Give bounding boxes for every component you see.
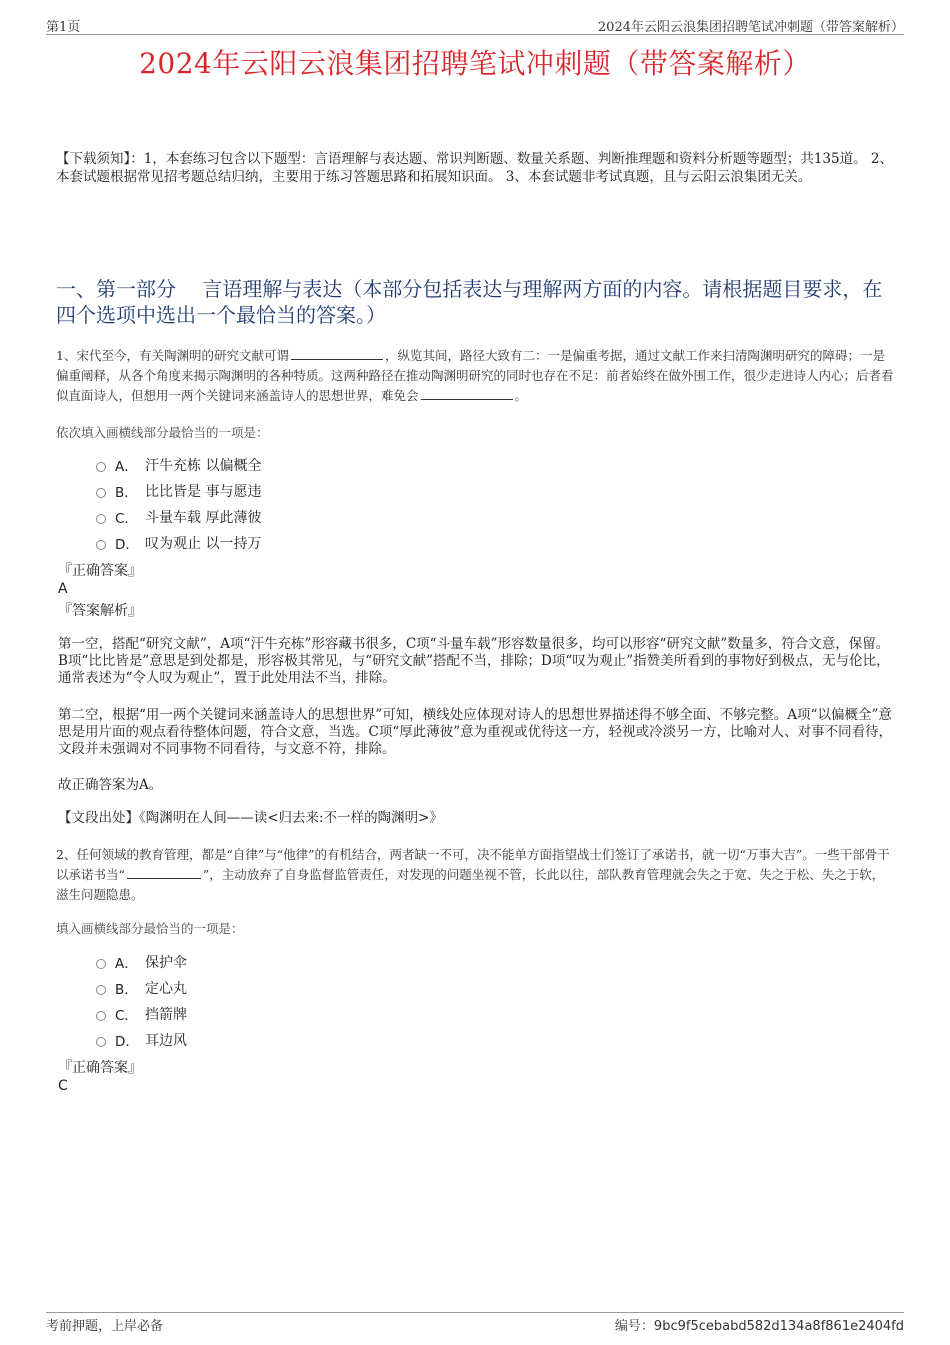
fill-blank <box>291 347 383 360</box>
question-1-stem-part2: ，纵览其间，路径大致有二：一是偏重考据，通过文献工作来扫清陶渊明研究的障碍；一是偏重阐释，从各个角度来揭示陶渊明的各种特质。这两种路径在推动陶渊明研究的同时也存在不足：前者始终在做外围工作，很少走进诗人内心；后者看似直面诗人，但想用一两个关键词来涵盖诗人的思想世界，难免会 <box>56 348 894 403</box>
question-1-stem-part3: 。 <box>514 388 528 403</box>
question-2-options <box>96 949 187 1053</box>
radio-icon[interactable] <box>96 514 106 524</box>
analysis-label: 『答案解析』 <box>58 603 142 619</box>
option-letter: A． <box>115 459 138 475</box>
option-c[interactable] <box>96 1001 187 1027</box>
option-letter: A． <box>115 956 138 972</box>
option-d[interactable] <box>96 530 261 556</box>
option-letter: D． <box>115 537 139 553</box>
option-d[interactable] <box>96 1027 187 1053</box>
option-letter: B． <box>115 982 138 998</box>
document-id: 编号：9bc9f5cebabd582d134a8f861e2404fd <box>614 1319 904 1334</box>
option-a[interactable] <box>96 949 187 975</box>
source-citation: 【文段出处】《陶渊明在人间——读<归去来:不一样的陶渊明>》 <box>58 810 443 826</box>
correct-answer: C <box>58 1078 68 1094</box>
analysis-paragraph-1: 第一空，搭配“研究文献”，A项“汗牛充栋”形容藏书很多，C项“斗量车载”形容数量很多，均可以形容“研究文献”数量多，符合文意，保留。B项“比比皆是”意思是到处都是，形容极其常见，与“研究文献”搭配不当，排除；D项“叹为观止”指赞美所看到的事物好到极点，无与伦比，通常表述为“令人叹为观止”，置于此处用法不当，排除。 <box>58 636 890 686</box>
correct-answer-label: 『正确答案』 <box>58 1060 142 1076</box>
option-a[interactable] <box>96 452 261 478</box>
page-number: 第1页 <box>46 20 81 35</box>
option-b[interactable] <box>96 478 261 504</box>
correct-answer: A <box>58 581 68 597</box>
radio-icon[interactable] <box>96 462 106 472</box>
question-1-options <box>96 452 261 556</box>
fill-blank <box>127 866 201 879</box>
question-2-stem-part2: ”，主动放弃了自身监督监管责任，对发现的问题坐视不管，长此以往，部队教育管理就会失之于宽、失之于松、失之于软，滋生问题隐患。 <box>56 867 885 902</box>
radio-icon[interactable] <box>96 985 106 995</box>
option-c[interactable] <box>96 504 261 530</box>
analysis-paragraph-2: 第二空，根据“用一两个关键词来涵盖诗人的思想世界”可知，横线处应体现对诗人的思想世界描述得不够全面、不够完整。A项“以偏概全”意思是用片面的观点看待整体问题，符合文意，当选。C项“厚此薄彼”意为重视或优待这一方，轻视或冷淡另一方，比喻对人、对事不同看待，文段并未强调对不同事物不同看待，与文意不符，排除。 <box>58 707 893 757</box>
radio-icon[interactable] <box>96 1037 106 1047</box>
analysis-conclusion: 故正确答案为A。 <box>58 777 163 793</box>
option-text: 斗量车载 厚此薄彼 <box>145 510 262 526</box>
radio-icon[interactable] <box>96 488 106 498</box>
page-footer <box>46 1312 904 1333</box>
question-2-stem-part1: 2、任何领域的教育管理，都是“自律”与“他律”的有机结合，两者缺一不可，决不能单方面指望战士们签订了承诺书，就一切“万事大吉”。一些干部骨干以承诺书当“ <box>56 847 890 882</box>
document-title: 2024年云阳云浪集团招聘笔试冲刺题（带答案解析） <box>139 47 811 80</box>
option-text: 叹为观止 以一持万 <box>145 536 262 552</box>
option-text: 耳边风 <box>145 1033 187 1049</box>
option-text: 保护伞 <box>145 955 187 971</box>
question-1-stem-part1: 1、宋代至今，有关陶渊明的研究文献可谓 <box>56 348 289 363</box>
fill-blank <box>421 387 513 400</box>
option-text: 比比皆是 事与愿违 <box>145 484 262 500</box>
download-notice: 【下载须知】：1，本套练习包含以下题型：言语理解与表达题、常识判断题、数量关系题、判断推理题和资料分析题等题型；共135道。 2、本套试题根据常见招考题总结归纳，主要用于练习答题思路和拓展知识面。 3、本套试题非考试真题，且与云阳云浪集团无关。 <box>56 151 893 185</box>
question-2-prompt: 填入画横线部分最恰当的一项是： <box>56 921 244 936</box>
question-1-stem <box>56 346 894 406</box>
option-b[interactable] <box>96 975 187 1001</box>
option-text: 定心丸 <box>145 981 187 997</box>
footer-slogan: 考前押题，上岸必备 <box>46 1319 164 1334</box>
question-2-stem <box>56 845 894 905</box>
section-heading: 一、第一部分 言语理解与表达（本部分包括表达与理解两方面的内容。请根据题目要求，在四个选项中选出一个最恰当的答案。） <box>56 277 883 327</box>
option-letter: C． <box>115 511 138 527</box>
radio-icon[interactable] <box>96 1011 106 1021</box>
radio-icon[interactable] <box>96 540 106 550</box>
page-header <box>46 14 904 35</box>
running-title: 2024年云阳云浪集团招聘笔试冲刺题（带答案解析） <box>597 20 904 35</box>
radio-icon[interactable] <box>96 959 106 969</box>
question-1-prompt: 依次填入画横线部分最恰当的一项是： <box>56 425 269 440</box>
correct-answer-label: 『正确答案』 <box>58 563 142 579</box>
option-letter: D． <box>115 1034 139 1050</box>
option-text: 汗牛充栋 以偏概全 <box>145 458 262 474</box>
option-letter: B． <box>115 485 138 501</box>
option-letter: C． <box>115 1008 138 1024</box>
option-text: 挡箭牌 <box>145 1007 187 1023</box>
